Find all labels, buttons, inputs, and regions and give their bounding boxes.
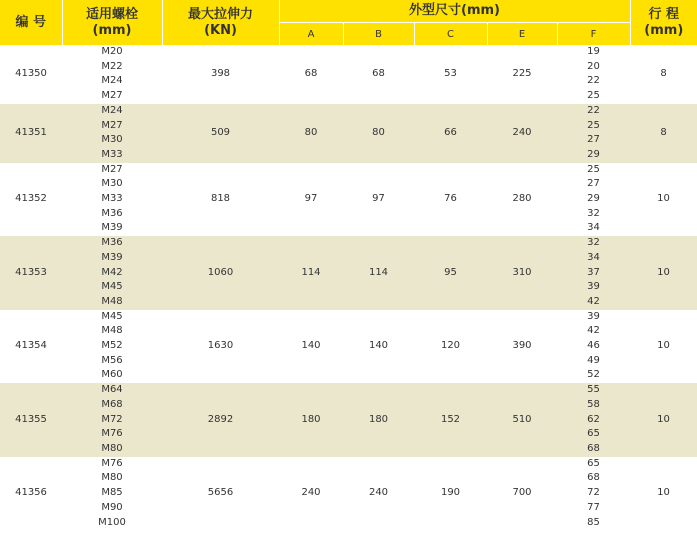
bolt-size: M27 xyxy=(101,90,123,102)
cell-dim-a: 97 xyxy=(279,163,343,237)
cell-dim-f xyxy=(557,236,630,310)
cell-bolts xyxy=(62,310,162,384)
bolt-size: M56 xyxy=(101,354,123,366)
cell-id: 41354 xyxy=(0,310,62,384)
f-value: 39 xyxy=(587,310,600,322)
cell-dim-b: 68 xyxy=(343,45,414,104)
bolt-size: M24 xyxy=(101,104,123,116)
header-id: 编 号 xyxy=(0,0,62,45)
cell-stroke: 10 xyxy=(630,236,697,310)
cell-dim-f xyxy=(557,104,630,163)
cell-bolts xyxy=(62,104,162,163)
f-value: 25 xyxy=(587,119,600,131)
f-value: 58 xyxy=(587,398,600,410)
cell-stroke: 10 xyxy=(630,163,697,237)
table-body xyxy=(0,45,697,530)
cell-dim-a: 68 xyxy=(279,45,343,104)
header-force: 最大拉伸力 (KN) xyxy=(162,0,279,45)
f-value: 29 xyxy=(587,193,600,205)
f-value: 27 xyxy=(587,178,600,190)
bolt-size: M30 xyxy=(101,178,123,190)
table-row xyxy=(0,383,697,457)
cell-dim-b: 80 xyxy=(343,104,414,163)
bolt-size: M45 xyxy=(101,310,123,322)
cell-stroke: 10 xyxy=(630,457,697,531)
cell-dim-e: 280 xyxy=(487,163,557,237)
cell-dim-b: 114 xyxy=(343,236,414,310)
header-stroke: 行 程 (mm) xyxy=(630,0,697,45)
f-value: 27 xyxy=(587,134,600,146)
bolt-size: M22 xyxy=(101,60,123,72)
f-value: 32 xyxy=(587,207,600,219)
cell-dim-f xyxy=(557,163,630,237)
cell-force: 5656 xyxy=(162,457,279,531)
cell-stroke: 10 xyxy=(630,310,697,384)
bolt-size: M39 xyxy=(101,222,123,234)
bolt-size: M80 xyxy=(101,442,123,454)
cell-id: 41356 xyxy=(0,457,62,531)
cell-stroke: 8 xyxy=(630,45,697,104)
f-value: 62 xyxy=(587,413,600,425)
bolt-size: M36 xyxy=(101,237,123,249)
f-value: 25 xyxy=(587,90,600,102)
header-dim-e: E xyxy=(487,23,557,46)
f-value: 20 xyxy=(587,60,600,72)
f-value: 46 xyxy=(587,340,600,352)
bolt-size: M27 xyxy=(101,163,123,175)
bolt-size: M90 xyxy=(101,501,123,513)
f-value: 39 xyxy=(587,281,600,293)
cell-dim-c: 95 xyxy=(414,236,487,310)
f-value: 68 xyxy=(587,442,600,454)
cell-bolts xyxy=(62,236,162,310)
header-dim-a: A xyxy=(279,23,343,46)
f-value: 37 xyxy=(587,266,600,278)
bolt-size: M24 xyxy=(101,75,123,87)
cell-dim-e: 310 xyxy=(487,236,557,310)
bolt-size: M20 xyxy=(101,46,123,57)
f-value: 34 xyxy=(587,222,600,234)
cell-force: 818 xyxy=(162,163,279,237)
bolt-size: M48 xyxy=(101,325,123,337)
cell-stroke: 8 xyxy=(630,104,697,163)
bolt-size: M39 xyxy=(101,251,123,263)
f-value: 52 xyxy=(587,369,600,381)
f-value: 68 xyxy=(587,472,600,484)
bolt-size: M33 xyxy=(101,193,123,205)
cell-force: 2892 xyxy=(162,383,279,457)
f-value: 42 xyxy=(587,295,600,307)
cell-dim-c: 76 xyxy=(414,163,487,237)
cell-dim-b: 240 xyxy=(343,457,414,531)
cell-force: 1630 xyxy=(162,310,279,384)
cell-id: 41355 xyxy=(0,383,62,457)
f-value: 72 xyxy=(587,487,600,499)
cell-dim-f xyxy=(557,45,630,104)
bolt-size: M42 xyxy=(101,266,123,278)
cell-bolts xyxy=(62,383,162,457)
cell-force: 509 xyxy=(162,104,279,163)
bolt-size: M80 xyxy=(101,472,123,484)
cell-stroke: 10 xyxy=(630,383,697,457)
cell-bolts xyxy=(62,457,162,531)
f-value: 22 xyxy=(587,75,600,87)
cell-id: 41350 xyxy=(0,45,62,104)
table-row xyxy=(0,104,697,163)
f-value: 19 xyxy=(587,46,600,57)
bolt-size: M76 xyxy=(101,457,123,469)
cell-bolts xyxy=(62,163,162,237)
cell-dim-c: 66 xyxy=(414,104,487,163)
cell-dim-c: 120 xyxy=(414,310,487,384)
cell-id: 41353 xyxy=(0,236,62,310)
f-value: 34 xyxy=(587,251,600,263)
cell-dim-c: 190 xyxy=(414,457,487,531)
cell-dim-b: 140 xyxy=(343,310,414,384)
header-bolt: 适用螺栓 (mm) xyxy=(62,0,162,45)
bolt-size: M45 xyxy=(101,281,123,293)
f-value: 65 xyxy=(587,428,600,440)
bolt-size: M52 xyxy=(101,340,123,352)
table-header xyxy=(0,0,697,45)
cell-force: 398 xyxy=(162,45,279,104)
table-row xyxy=(0,457,697,531)
bolt-size: M33 xyxy=(101,148,123,160)
f-value: 32 xyxy=(587,237,600,249)
cell-dim-c: 152 xyxy=(414,383,487,457)
f-value: 55 xyxy=(587,384,600,396)
cell-dim-a: 180 xyxy=(279,383,343,457)
cell-dim-e: 225 xyxy=(487,45,557,104)
bolt-size: M27 xyxy=(101,119,123,131)
cell-dim-c: 53 xyxy=(414,45,487,104)
header-dim-b: B xyxy=(343,23,414,46)
cell-force: 1060 xyxy=(162,236,279,310)
f-value: 49 xyxy=(587,354,600,366)
cell-dim-f xyxy=(557,310,630,384)
bolt-size: M100 xyxy=(98,516,126,528)
cell-dim-b: 180 xyxy=(343,383,414,457)
table-row xyxy=(0,236,697,310)
table-row xyxy=(0,310,697,384)
f-value: 77 xyxy=(587,501,600,513)
header-dimensions: 外型尺寸(mm) xyxy=(279,0,630,23)
cell-id: 41351 xyxy=(0,104,62,163)
f-value: 42 xyxy=(587,325,600,337)
bolt-size: M36 xyxy=(101,207,123,219)
header-dim-c: C xyxy=(414,23,487,46)
cell-dim-e: 700 xyxy=(487,457,557,531)
bolt-size: M48 xyxy=(101,295,123,307)
bolt-size: M76 xyxy=(101,428,123,440)
bolt-size: M85 xyxy=(101,487,123,499)
table-row xyxy=(0,163,697,237)
cell-dim-a: 140 xyxy=(279,310,343,384)
bolt-size: M68 xyxy=(101,398,123,410)
cell-dim-e: 510 xyxy=(487,383,557,457)
f-value: 85 xyxy=(587,516,600,528)
cell-dim-f xyxy=(557,383,630,457)
cell-dim-a: 240 xyxy=(279,457,343,531)
cell-dim-a: 80 xyxy=(279,104,343,163)
cell-id: 41352 xyxy=(0,163,62,237)
cell-dim-e: 390 xyxy=(487,310,557,384)
f-value: 25 xyxy=(587,163,600,175)
bolt-size: M60 xyxy=(101,369,123,381)
f-value: 22 xyxy=(587,104,600,116)
bolt-size: M64 xyxy=(101,384,123,396)
header-dim-f: F xyxy=(557,23,630,46)
bolt-size: M72 xyxy=(101,413,123,425)
cell-bolts xyxy=(62,45,162,104)
f-value: 65 xyxy=(587,457,600,469)
bolt-size: M30 xyxy=(101,134,123,146)
table-row xyxy=(0,45,697,104)
cell-dim-e: 240 xyxy=(487,104,557,163)
cell-dim-b: 97 xyxy=(343,163,414,237)
f-value: 29 xyxy=(587,148,600,160)
cell-dim-f xyxy=(557,457,630,531)
cell-dim-a: 114 xyxy=(279,236,343,310)
